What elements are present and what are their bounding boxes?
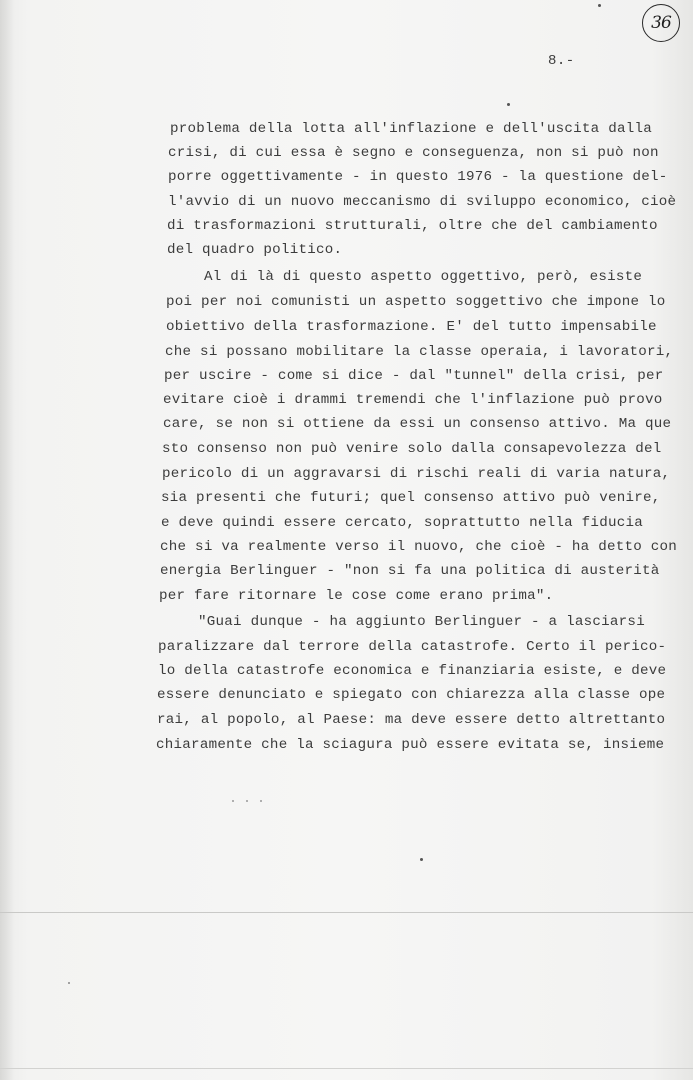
text-line: Al di là di questo aspetto oggettivo, però, esiste	[204, 269, 643, 285]
paper-speck	[260, 800, 262, 802]
text-line: care, se non si ottiene da essi un consenso attivo. Ma que	[163, 416, 672, 432]
text-line: per uscire - come si dice - dal "tunnel" della crisi, per	[164, 368, 664, 384]
text-line: energia Berlinguer - "non si fa una politica di austerità	[160, 563, 660, 579]
text-line: che si possano mobilitare la classe operaia, i lavoratori,	[165, 344, 674, 360]
text-line: sia presenti che futuri; quel consenso attivo può venire,	[161, 490, 661, 506]
text-line: paralizzare dal terrore della catastrofe. Certo il perico-	[158, 639, 667, 655]
text-line: l'avvio di un nuovo meccanismo di sviluppo economico, cioè	[168, 194, 677, 210]
text-line: chiaramente che la sciagura può essere evitata se, insieme	[156, 737, 665, 753]
text-line: "Guai dunque - ha aggiunto Berlinguer - a lasciarsi	[198, 614, 645, 630]
paper-speck	[420, 858, 423, 861]
text-line: di trasformazioni strutturali, oltre che del cambiamento	[167, 218, 658, 234]
text-line: essere denunciato e spiegato con chiarezza alla classe ope	[157, 687, 666, 703]
page-fold-line	[0, 912, 693, 913]
text-line: del quadro politico.	[167, 242, 343, 258]
text-line: obiettivo della trasformazione. E' del tutto impensabile	[166, 319, 657, 335]
page-edge-shadow	[0, 0, 14, 1080]
paper-speck	[507, 103, 510, 106]
text-line: evitare cioè i drammi tremendi che l'inflazione può provo	[163, 392, 663, 408]
text-line: poi per noi comunisti un aspetto soggettivo che impone lo	[166, 294, 666, 310]
paper-speck	[598, 4, 601, 7]
text-line: sto consenso non può venire solo dalla consapevolezza del	[162, 441, 662, 457]
text-line: pericolo di un aggravarsi di rischi reali di varia natura,	[162, 466, 671, 482]
text-line: crisi, di cui essa è segno e conseguenza, non si può non	[168, 145, 659, 161]
text-line: rai, al popolo, al Paese: ma deve essere detto altrettanto	[157, 712, 666, 728]
archive-stamp-number: 36	[651, 13, 671, 33]
text-line: per fare ritornare le cose come erano prima".	[159, 588, 554, 604]
text-line: che si va realmente verso il nuovo, che cioè - ha detto con	[160, 539, 678, 555]
archive-stamp	[642, 4, 680, 42]
page-number: 8.-	[548, 53, 575, 69]
text-line: porre oggettivamente - in questo 1976 - la questione del-	[168, 169, 668, 185]
page-bottom-line	[0, 1068, 693, 1069]
paper-speck	[246, 800, 248, 802]
text-line: problema della lotta all'inflazione e dell'uscita dalla	[170, 121, 653, 137]
paper-speck	[68, 982, 70, 984]
paper-speck	[232, 800, 234, 802]
text-line: e deve quindi essere cercato, soprattutto nella fiducia	[161, 515, 644, 531]
text-line: lo della catastrofe economica e finanziaria esiste, e deve	[158, 663, 667, 679]
